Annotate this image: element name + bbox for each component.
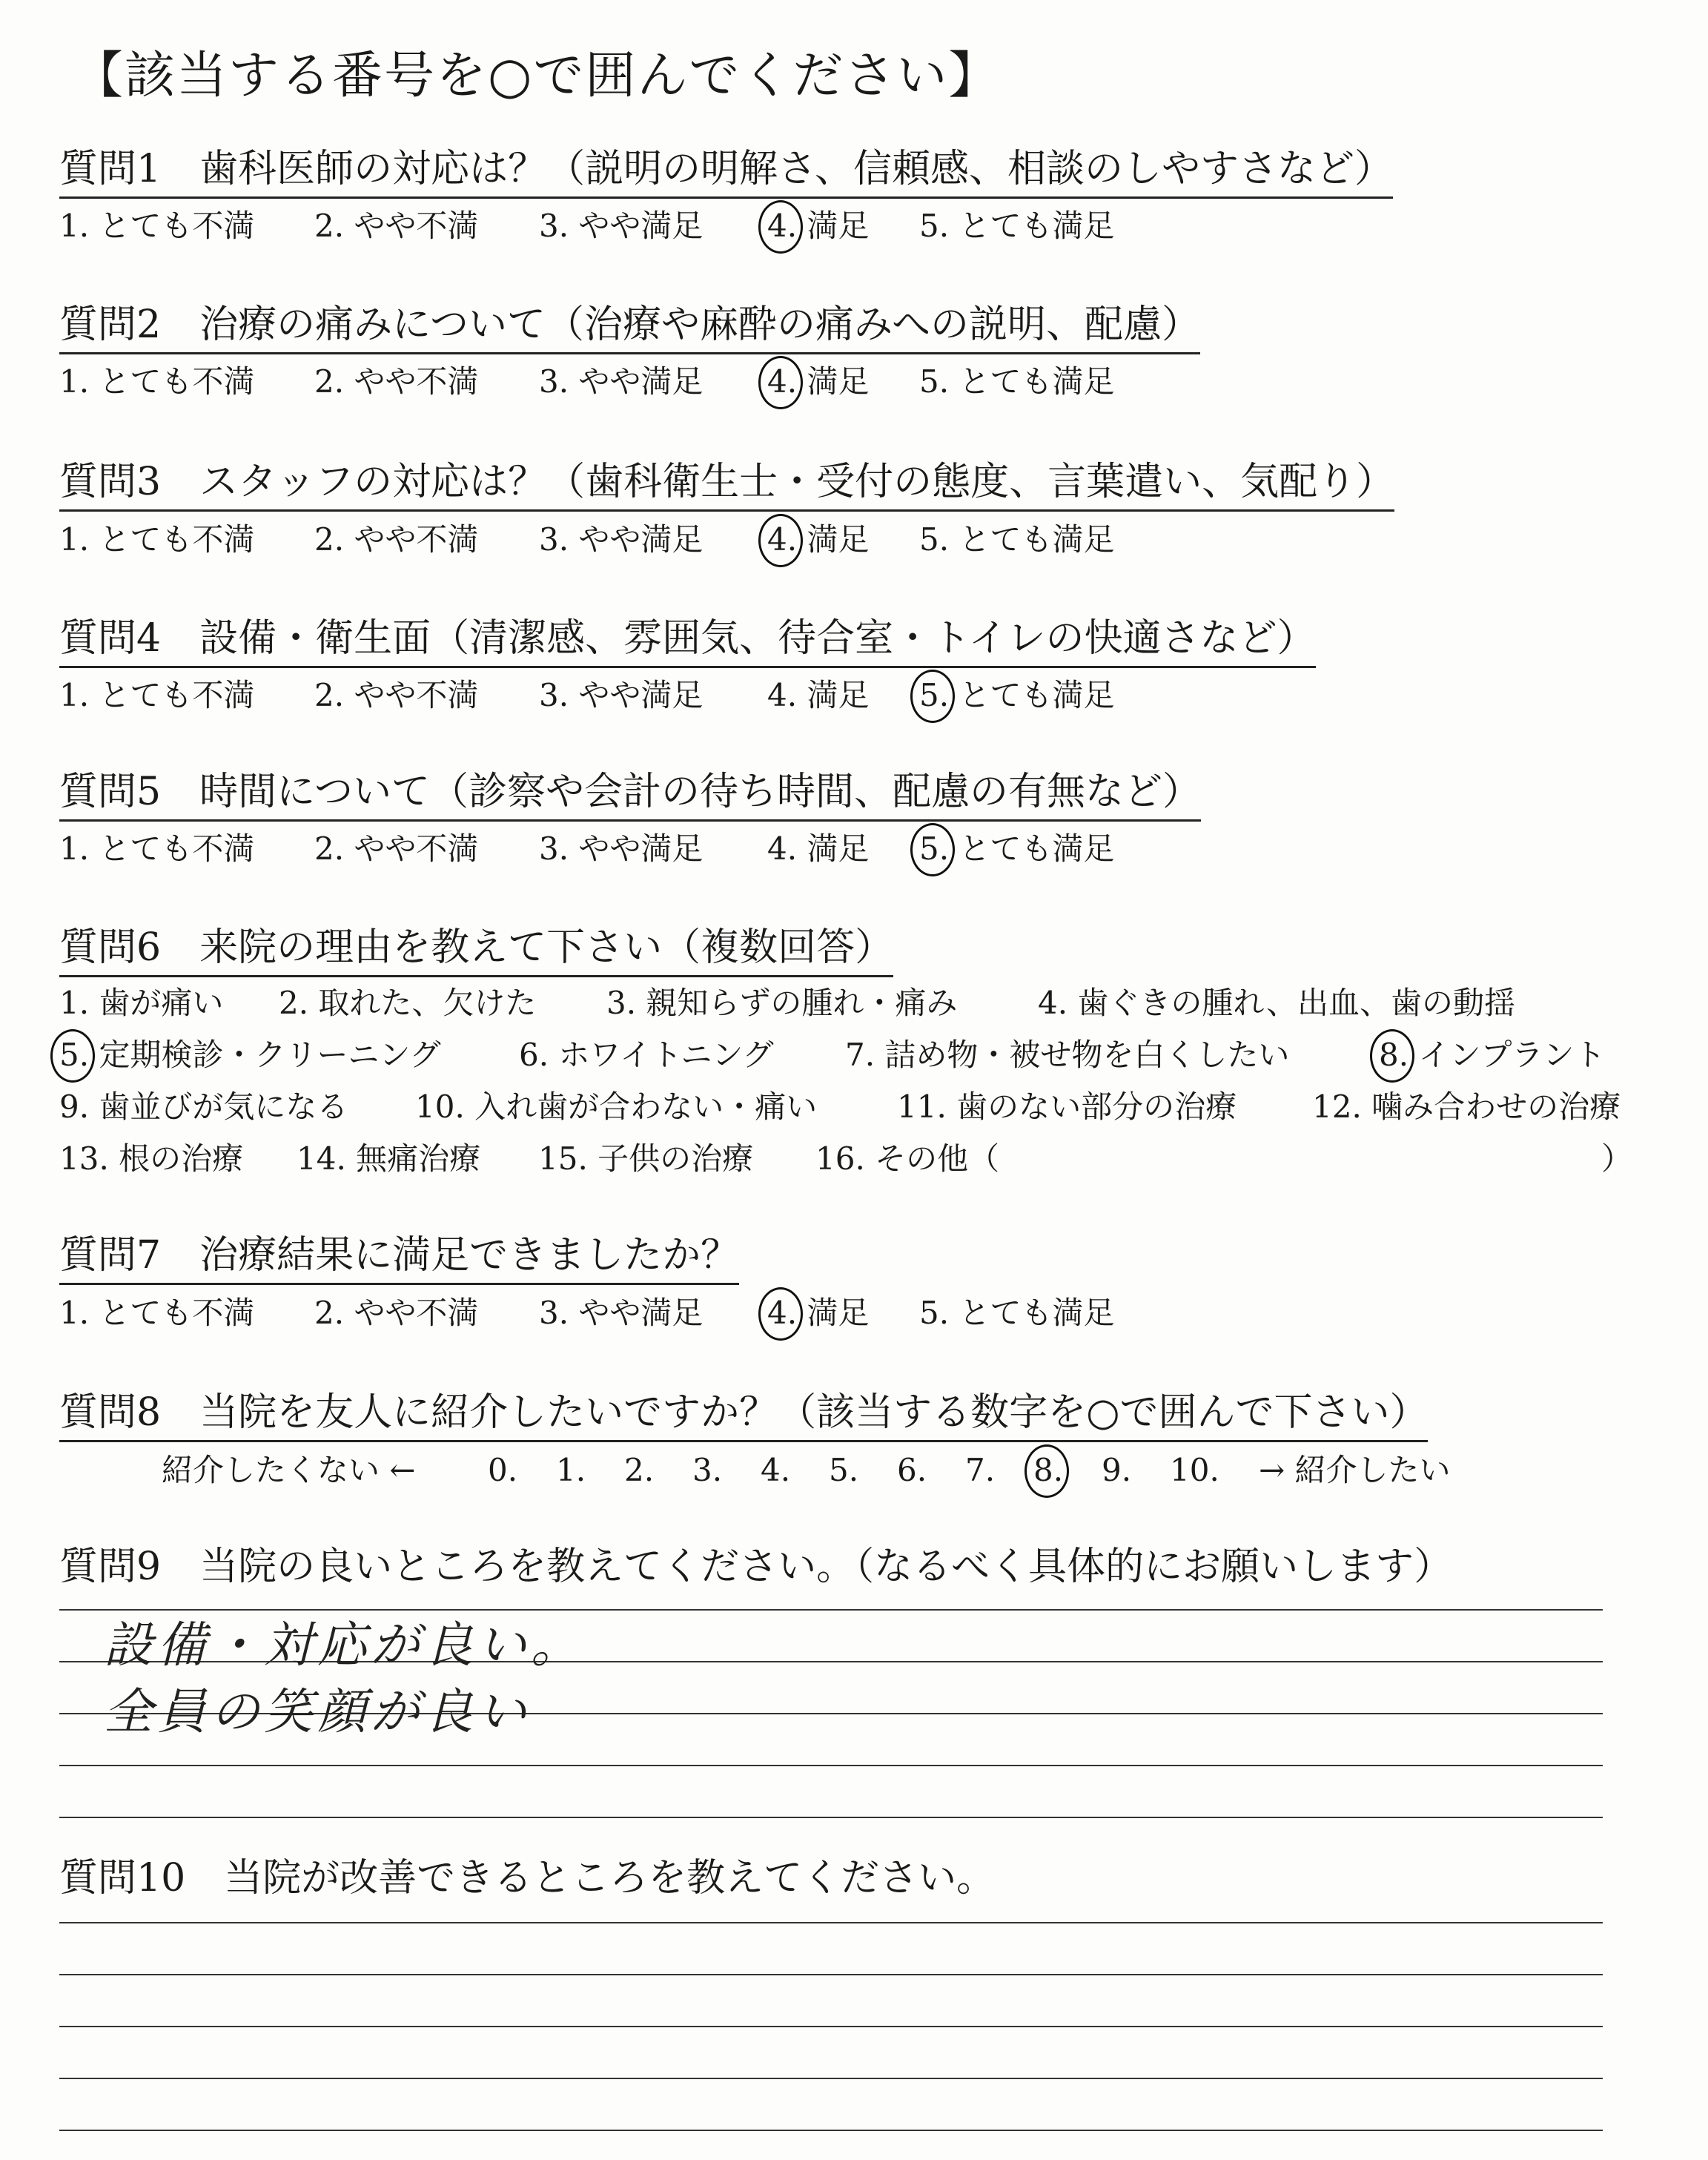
- q10-answer-line-2[interactable]: [59, 1974, 1603, 1975]
- q6-option-3[interactable]: 3. 親知らずの腫れ・痛み: [606, 985, 958, 1021]
- q3-option-3[interactable]: 3. やや満足: [539, 521, 704, 558]
- q5-option-5-label: とても満足: [959, 830, 1115, 867]
- q8-value-7[interactable]: 7.: [965, 1452, 996, 1488]
- q6-option-16[interactable]: 16. その他（: [815, 1140, 1000, 1177]
- q8-left-label: 紹介したくない ←: [162, 1452, 416, 1488]
- q7-heading: 質問7 治療結果に満足できましたか？: [59, 1231, 739, 1285]
- q6-option-8-label: インプラント: [1418, 1037, 1606, 1073]
- q4-option-3[interactable]: 3. やや満足: [539, 677, 704, 713]
- q6-option-10[interactable]: 10. 入れ歯が合わない・痛い: [415, 1089, 818, 1125]
- q6-option-14[interactable]: 14. 無痛治療: [297, 1140, 481, 1177]
- q8-value-3[interactable]: 3.: [692, 1452, 723, 1488]
- q6-option-13[interactable]: 13. 根の治療: [59, 1140, 244, 1177]
- q3-option-5[interactable]: [919, 519, 1114, 561]
- q1-option-5[interactable]: [919, 205, 1114, 247]
- q5-option-4-label: 満足: [807, 830, 870, 867]
- q5-option-5[interactable]: [919, 828, 1114, 870]
- q6-option-2[interactable]: 2. 取れた、欠けた: [279, 985, 537, 1021]
- q6-option-12[interactable]: 12. 噛み合わせの治療: [1312, 1089, 1621, 1125]
- q5-option-4[interactable]: [767, 828, 869, 870]
- form-title: 【該当する番号を○で囲んでください】: [73, 47, 1001, 105]
- q7-option-4-label: 満足: [807, 1295, 870, 1331]
- q2-option-5-label: とても満足: [959, 363, 1115, 400]
- q10-answer-line-3[interactable]: [59, 2026, 1603, 2027]
- q5-option-2[interactable]: 2. やや不満: [314, 830, 479, 867]
- q10-answer-line-1[interactable]: [59, 1922, 1603, 1923]
- q5-option-3[interactable]: 3. やや満足: [539, 830, 704, 867]
- q1-heading: 質問1 歯科医師の対応は？（説明の明解さ、信頼感、相談のしやすさなど）: [59, 145, 1393, 199]
- q7-option-2[interactable]: 2. やや不満: [314, 1295, 479, 1331]
- q5-heading: 質問5 時間について（診察や会計の待ち時間、配慮の有無など）: [59, 767, 1201, 822]
- q6-option-8-circle: 8.: [1379, 1037, 1409, 1073]
- q8-value-1[interactable]: 1.: [556, 1452, 586, 1488]
- q4-option-4-label: 満足: [807, 677, 870, 713]
- q6-option-15[interactable]: 15. 子供の治療: [538, 1140, 754, 1177]
- q2-option-2[interactable]: 2. やや不満: [314, 363, 479, 400]
- q8-value-6[interactable]: 6.: [897, 1452, 927, 1488]
- q1-option-4[interactable]: [767, 205, 869, 247]
- q10-answer-line-5[interactable]: [59, 2130, 1603, 2131]
- q8-heading: 質問8 当院を友人に紹介したいですか？（該当する数字を○で囲んで下さい）: [59, 1388, 1428, 1442]
- q6-option-11[interactable]: 11. 歯のない部分の治療: [897, 1089, 1237, 1125]
- q9-handwritten-answer-2: 全員の笑顔が良い: [104, 1683, 531, 1740]
- q6-option-1[interactable]: 1. 歯が痛い: [59, 985, 224, 1021]
- q7-option-4[interactable]: [767, 1292, 869, 1334]
- q1-option-4-label: 満足: [807, 208, 870, 244]
- q2-heading: 質問2 治療の痛みについて（治療や麻酔の痛みへの説明、配慮）: [59, 300, 1200, 354]
- q4-option-2[interactable]: 2. やや不満: [314, 677, 479, 713]
- q3-option-4-label: 満足: [807, 521, 870, 558]
- q8-value-8-circle[interactable]: 8.: [1033, 1452, 1064, 1488]
- q5-option-4-number: 4.: [767, 830, 798, 867]
- q1-option-2[interactable]: 2. やや不満: [314, 208, 479, 244]
- q8-value-4[interactable]: 4.: [761, 1452, 791, 1488]
- q5-option-1[interactable]: 1. とても不満: [59, 830, 255, 867]
- q7-option-5[interactable]: [919, 1292, 1114, 1334]
- q7-option-1[interactable]: 1. とても不満: [59, 1295, 255, 1331]
- q2-option-4[interactable]: [767, 361, 869, 403]
- q2-option-3[interactable]: 3. やや満足: [539, 363, 704, 400]
- q4-option-1[interactable]: 1. とても不満: [59, 677, 255, 713]
- q8-scale: [162, 1450, 1570, 1494]
- q8-value-2[interactable]: 2.: [624, 1452, 655, 1488]
- q1-option-3[interactable]: 3. やや満足: [539, 208, 704, 244]
- q10-heading: 質問10 当院が改善できるところを教えてください。: [59, 1856, 996, 1900]
- q4-option-4[interactable]: [767, 675, 869, 716]
- q6-option-16-close: ）: [1601, 1140, 1633, 1177]
- q8-value-9[interactable]: 9.: [1102, 1452, 1132, 1488]
- q9-heading: 質問9 当院の良いところを教えてください。（なるべく具体的にお願いします）: [59, 1545, 1453, 1589]
- q1-option-5-number: 5.: [919, 208, 950, 244]
- q6-options: [59, 982, 1661, 1190]
- q7-option-5-label: とても満足: [959, 1295, 1115, 1331]
- q6-option-8[interactable]: [1379, 1034, 1605, 1076]
- q9-answer-line-5[interactable]: [59, 1817, 1603, 1818]
- q4-option-4-number: 4.: [767, 677, 798, 713]
- q2-option-4-circle: 4.: [767, 363, 798, 400]
- q2-option-4-label: 満足: [807, 363, 870, 400]
- q7-option-3[interactable]: 3. やや満足: [539, 1295, 704, 1331]
- q8-value-0[interactable]: 0.: [488, 1452, 518, 1488]
- q1-option-1[interactable]: 1. とても不満: [59, 208, 255, 244]
- q3-option-2[interactable]: 2. やや不満: [314, 521, 479, 558]
- q2-option-5-number: 5.: [919, 363, 950, 400]
- q8-value-10[interactable]: 10.: [1170, 1452, 1219, 1488]
- q7-option-4-circle: 4.: [767, 1295, 798, 1331]
- q6-heading: 質問6 来院の理由を教えて下さい（複数回答）: [59, 923, 893, 977]
- q3-option-5-number: 5.: [919, 521, 950, 558]
- q3-option-4[interactable]: [767, 519, 869, 561]
- q4-option-5-label: とても満足: [959, 677, 1115, 713]
- q6-option-6[interactable]: 6. ホワイトニング: [519, 1037, 774, 1073]
- q4-option-5-circle: 5.: [919, 677, 950, 713]
- q3-option-5-label: とても満足: [959, 521, 1115, 558]
- q8-right-label: → 紹介したい: [1259, 1452, 1451, 1488]
- q6-option-5-label: 定期検診・クリーニング: [99, 1037, 441, 1073]
- q2-option-5[interactable]: [919, 361, 1114, 403]
- q1-option-5-label: とても満足: [959, 208, 1115, 244]
- q6-option-7[interactable]: 7. 詰め物・被せ物を白くしたい: [845, 1037, 1290, 1073]
- q10-answer-line-4[interactable]: [59, 2078, 1603, 2079]
- q1-option-4-circle: 4.: [767, 208, 798, 244]
- q4-option-5[interactable]: [919, 675, 1114, 716]
- q6-option-5[interactable]: [59, 1034, 441, 1076]
- q5-option-5-circle: 5.: [919, 830, 950, 867]
- q9-answer-line-4[interactable]: [59, 1765, 1603, 1766]
- q7-option-5-number: 5.: [919, 1295, 950, 1331]
- q9-handwritten-answer-1: 設備・対応が良い。: [104, 1616, 584, 1674]
- q3-option-4-circle: 4.: [767, 521, 798, 558]
- q4-heading: 質問4 設備・衛生面（清潔感、雰囲気、待合室・トイレの快適さなど）: [59, 614, 1316, 668]
- q6-option-4[interactable]: 4. 歯ぐきの腫れ、出血、歯の動揺: [1038, 985, 1515, 1021]
- q6-option-9[interactable]: 9. 歯並びが気になる: [59, 1089, 348, 1125]
- q3-option-1[interactable]: 1. とても不満: [59, 521, 255, 558]
- q2-option-1[interactable]: 1. とても不満: [59, 363, 255, 400]
- q6-option-5-circle: 5.: [59, 1037, 90, 1073]
- q3-heading: 質問3 スタッフの対応は？（歯科衛生士・受付の態度、言葉遣い、気配り）: [59, 458, 1394, 512]
- q8-value-5[interactable]: 5.: [829, 1452, 859, 1488]
